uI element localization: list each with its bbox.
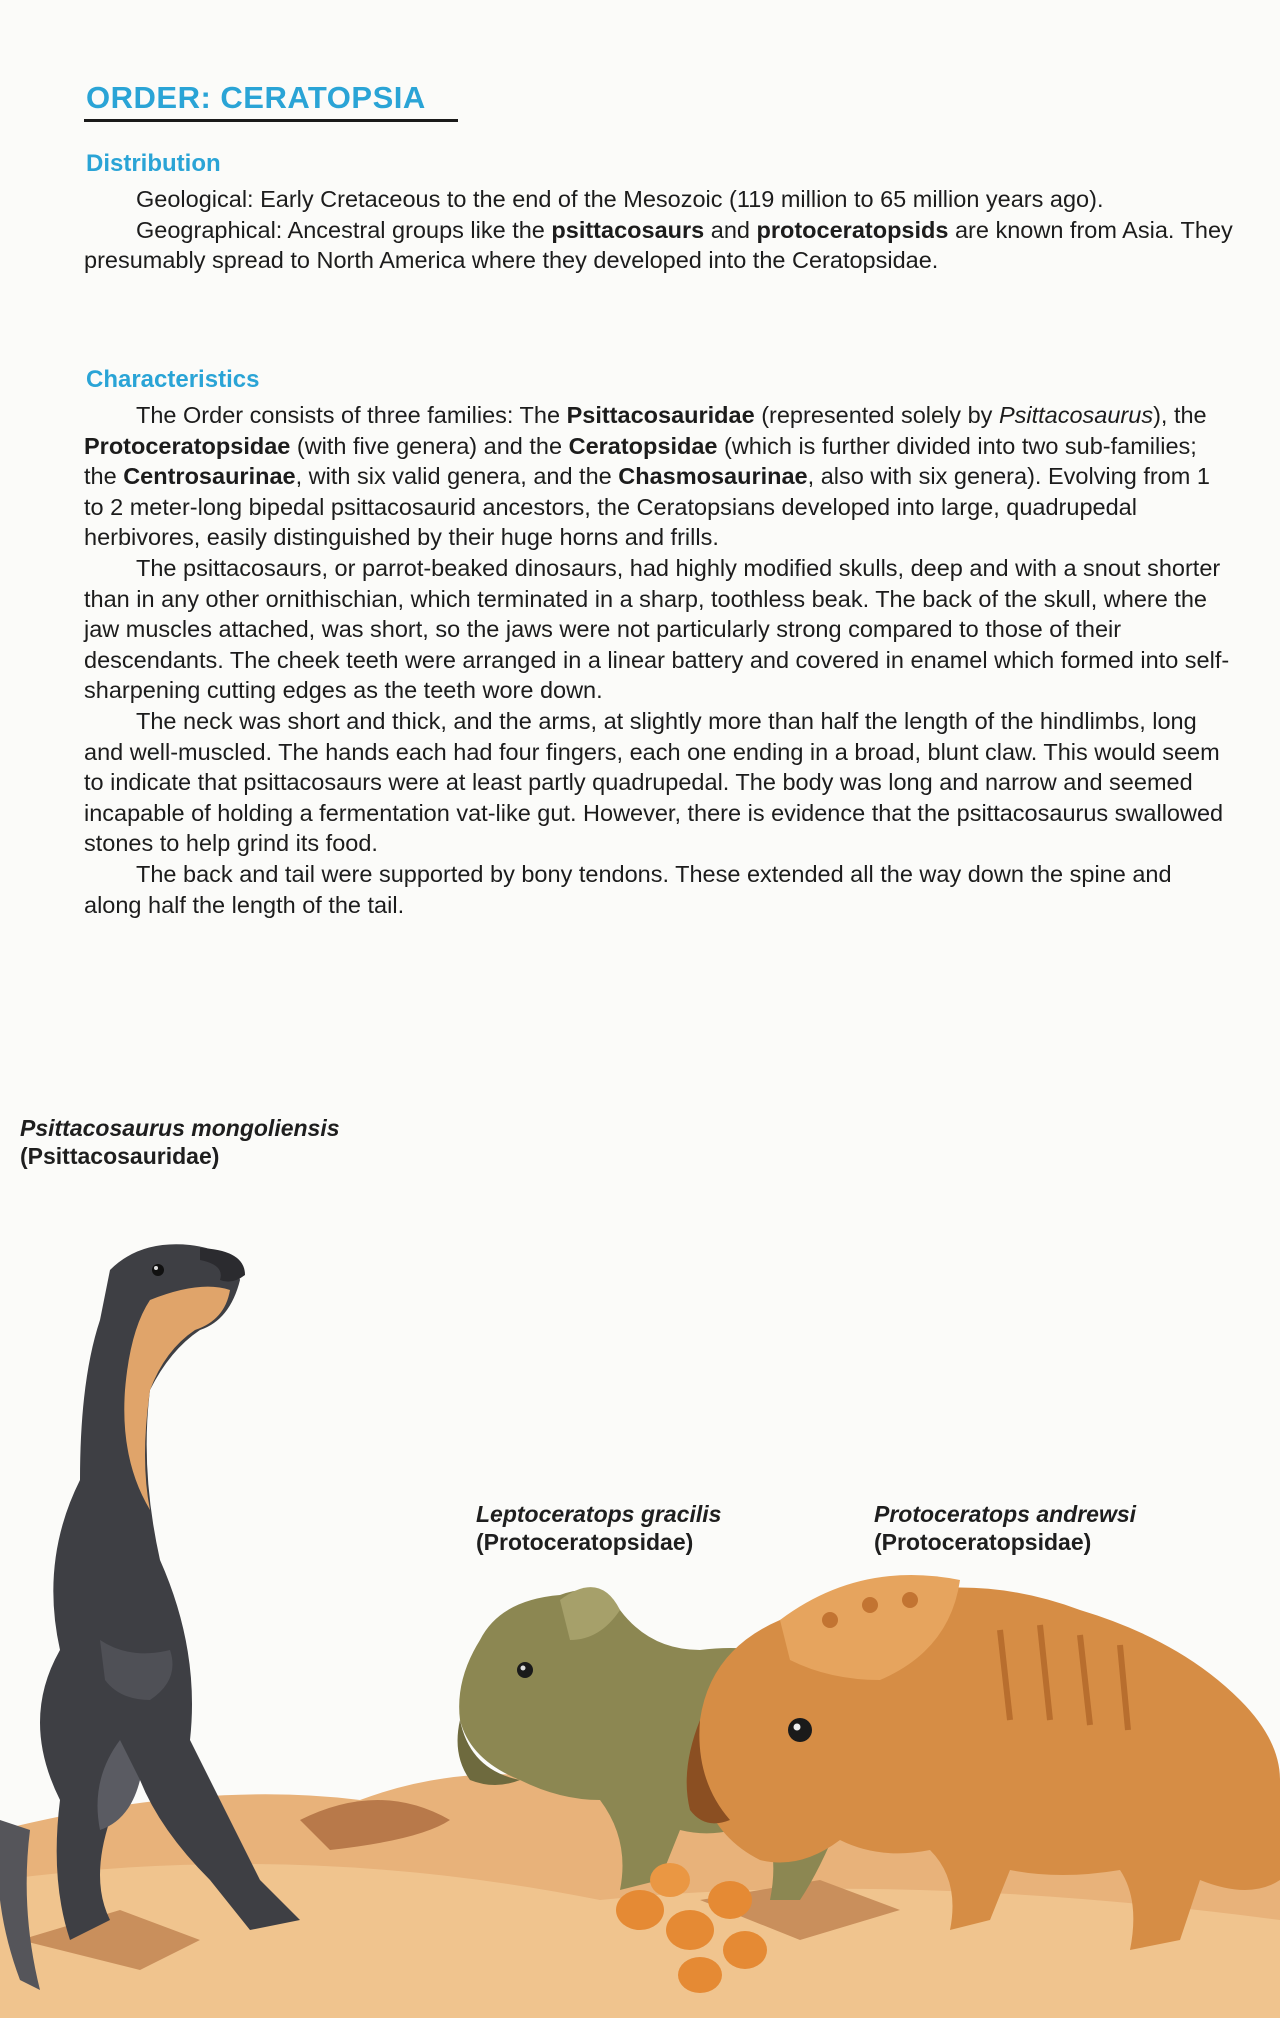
caption-species: Leptoceratops gracilis	[476, 1501, 722, 1527]
caption-family: (Protoceratopsidae)	[874, 1529, 1092, 1555]
leptoceratops-eye	[517, 1662, 533, 1678]
distribution-text	[84, 184, 1234, 276]
title-underline	[84, 119, 458, 122]
psittacosauridae-term: Psittacosauridae	[566, 402, 755, 428]
protoceratopsidae-term: Protoceratopsidae	[84, 432, 291, 459]
page-title: ORDER: CERATOPSIA	[86, 80, 426, 115]
characteristics-paragraph-3: The neck was short and thick, and the arms, at slightly more than half the length of the hindlimbs, long and well-muscled. The hands each had four fingers, each one ending in a broad, blunt claw. This would seem to indicate that psittacosaurs were at least partly quadrupedal. The body was long and narrow and seemed incapable of holding a fermentation vat-like gut. However, there is evidence that the psittacosaurus swallowed stones to help grind its food.	[84, 707, 1224, 857]
psittacosaurus-eye	[152, 1264, 164, 1276]
protoceratops-eye	[788, 1718, 812, 1742]
characteristics-paragraph-4: The back and tail were supported by bony tendons. These extended all the way down the spine and along half the length of the tail.	[84, 860, 1172, 918]
caption-species: Protoceratops andrewsi	[874, 1501, 1137, 1527]
psittacosaurus-term: Psittacosaurus	[998, 402, 1154, 428]
dinosaur-illustration	[0, 1180, 1280, 2018]
characteristics-heading: Characteristics	[86, 366, 260, 393]
chasmosaurinae-term: Chasmosaurinae	[618, 463, 808, 490]
geological-paragraph: Geological: Early Cretaceous to the end of the Mesozoic (119 million to 65 million years ago).	[136, 186, 1104, 212]
distribution-heading: Distribution	[86, 150, 221, 177]
caption-family: (Protoceratopsidae)	[476, 1529, 694, 1555]
characteristics-paragraph-2: The psittacosaurs, or parrot-beaked dinosaurs, had highly modified skulls, deep and with a snout shorter than in any other ornithischian, which terminated in a sharp, toothless beak. The back of the skull, where the jaw muscles attached, was short, so the jaws were not particularly strong compared to those of their descendants. The cheek teeth were arranged in a linear battery and covered in enamel which formed into self-sharpening cutting edges as the teeth wore down.	[84, 554, 1230, 704]
caption-psittacosaurus	[20, 1114, 340, 1170]
psittacosaurs-term: psittacosaurs	[551, 216, 705, 243]
caption-family: (Psittacosauridae)	[20, 1143, 220, 1169]
centrosaurinae-term: Centrosaurinae	[123, 463, 296, 490]
protoceratopsids-term: protoceratopsids	[756, 216, 949, 243]
characteristics-text	[84, 400, 1234, 920]
ceratopsidae-term: Ceratopsidae	[568, 432, 718, 459]
geographical-paragraph: Geographical: Ancestral groups like the psittacosaurs and protoceratopsids are known from Asia. They presumably spread to North America where they developed into the Ceratopsidae.	[84, 216, 1233, 274]
caption-species: Psittacosaurus mongoliensis	[20, 1115, 340, 1141]
characteristics-paragraph-1: The Order consists of three families: The Psittacosauridae (represented solely by Psittacosaurus), the Protoceratopsidae (with five genera) and the Ceratopsidae (which is further divided into two sub-families; the Centrosaurinae, with six valid genera, and the Chasmosaurinae, also with six genera). Evolving from 1 to 2 meter-long bipedal psittacosaurid ancestors, the Ceratopsians developed into large, quadrupedal herbivores, easily distinguished by their huge horns and frills.	[84, 402, 1210, 551]
